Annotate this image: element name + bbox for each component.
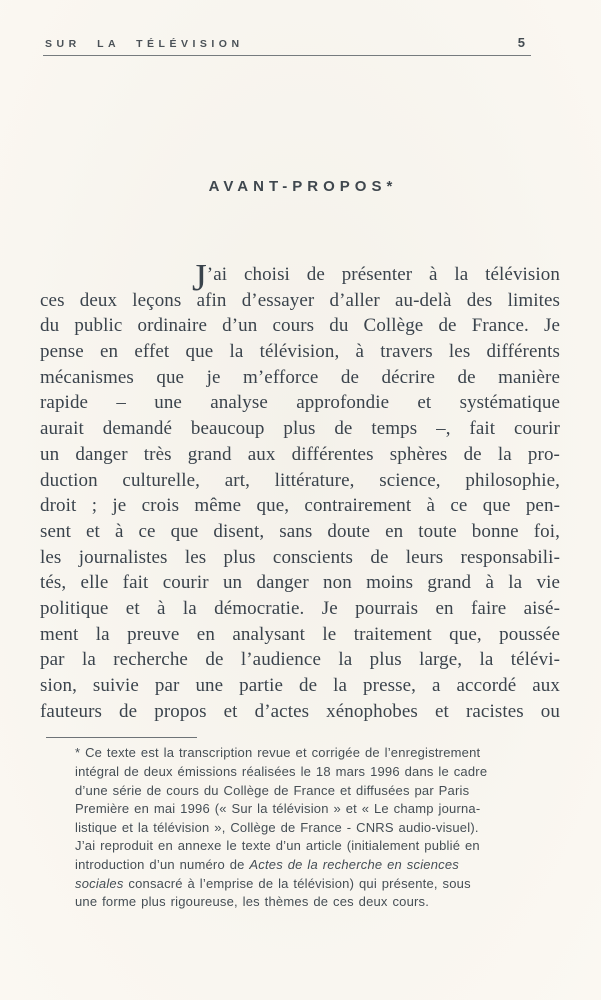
- body-line: tés, elle fait courir un danger non moins grand à la vie: [40, 572, 560, 594]
- body-line: sent et à ce que disent, sans doute en toute bonne foi,: [40, 520, 560, 542]
- body-line: aurait demandé beaucoup plus de temps –, fait courir: [40, 418, 560, 440]
- footnote-line: [75, 856, 555, 875]
- footnote-italic-title: sociales: [75, 875, 124, 891]
- body-line: fauteurs de propos et d’actes xénophobes et racistes ou: [40, 700, 560, 722]
- body-line: rapide – une analyse approfondie et systématique: [40, 392, 560, 414]
- drop-cap-initial: J: [192, 256, 207, 299]
- footnote-line: [75, 875, 555, 894]
- body-line: duction culturelle, art, littérature, science, philosophie,: [40, 469, 560, 491]
- body-lines: [40, 288, 560, 725]
- footnote-line: Première en mai 1996 (« Sur la télévision » et « Le champ journa-: [75, 801, 481, 817]
- running-header: [43, 35, 531, 56]
- footnote-line: d’une série de cours du Collège de France et diffusées par Paris: [75, 782, 470, 798]
- body-line-text: ’ai choisi de présenter à la télévision: [206, 264, 560, 285]
- footnote: [75, 744, 555, 911]
- body-line: ment la preuve en analysant le traitement que, poussée: [40, 623, 560, 645]
- body-line: par la recherche de l’audience la plus large, la télévi-: [40, 649, 560, 671]
- body-line-first: [40, 256, 560, 299]
- footnote-line: * Ce texte est la transcription revue et corrigée de l’enregistrement: [75, 745, 481, 761]
- body-line: un danger très grand aux différentes sphères de la pro-: [40, 443, 560, 465]
- body-line: ces deux leçons afin d’essayer d’aller au-delà des limites: [40, 289, 560, 311]
- footnote-line: J’ai reproduit en annexe le texte d’un article (initialement publié en: [75, 838, 480, 854]
- footnote-line: listique et la télévision », Collège de France - CNRS audio-visuel).: [75, 819, 479, 835]
- body-paragraph: [40, 256, 560, 724]
- body-line: politique et à la démocratie. Je pourrais en faire aisé-: [40, 597, 560, 619]
- footnote-line-text: consacré à l’emprise de la télévision) qui présente, sous: [123, 875, 471, 891]
- chapter-title: AVANT-PROPOS*: [208, 178, 398, 195]
- body-line: du public ordinaire d’un cours du Collège de France. Je: [40, 315, 560, 337]
- footnote-line-text: introduction d’un numéro de: [75, 856, 250, 872]
- page-number: 5: [517, 35, 525, 50]
- footnote-lines: [75, 744, 555, 856]
- footnote-separator-rule: [46, 737, 197, 738]
- footnote-line: une forme plus rigoureuse, les thèmes de ces deux cours.: [75, 894, 430, 910]
- body-line: pense en effet que la télévision, à travers les différents: [40, 341, 560, 363]
- body-line: mécanismes que je m’efforce de décrire de manière: [40, 366, 560, 388]
- footnote-italic-title: Actes de la recherche en sciences: [249, 856, 459, 872]
- running-title: SUR LA TÉLÉVISION: [45, 38, 244, 50]
- footnote-line: intégral de deux émissions réalisées le 18 mars 1996 dans le cadre: [75, 763, 488, 779]
- body-line: les journalistes les plus conscients de leurs responsabili-: [40, 546, 560, 568]
- body-line: sion, suivie par une partie de la presse, a accordé aux: [40, 675, 560, 696]
- body-line: droit ; je crois même que, contrairement à ce que pen-: [40, 495, 560, 517]
